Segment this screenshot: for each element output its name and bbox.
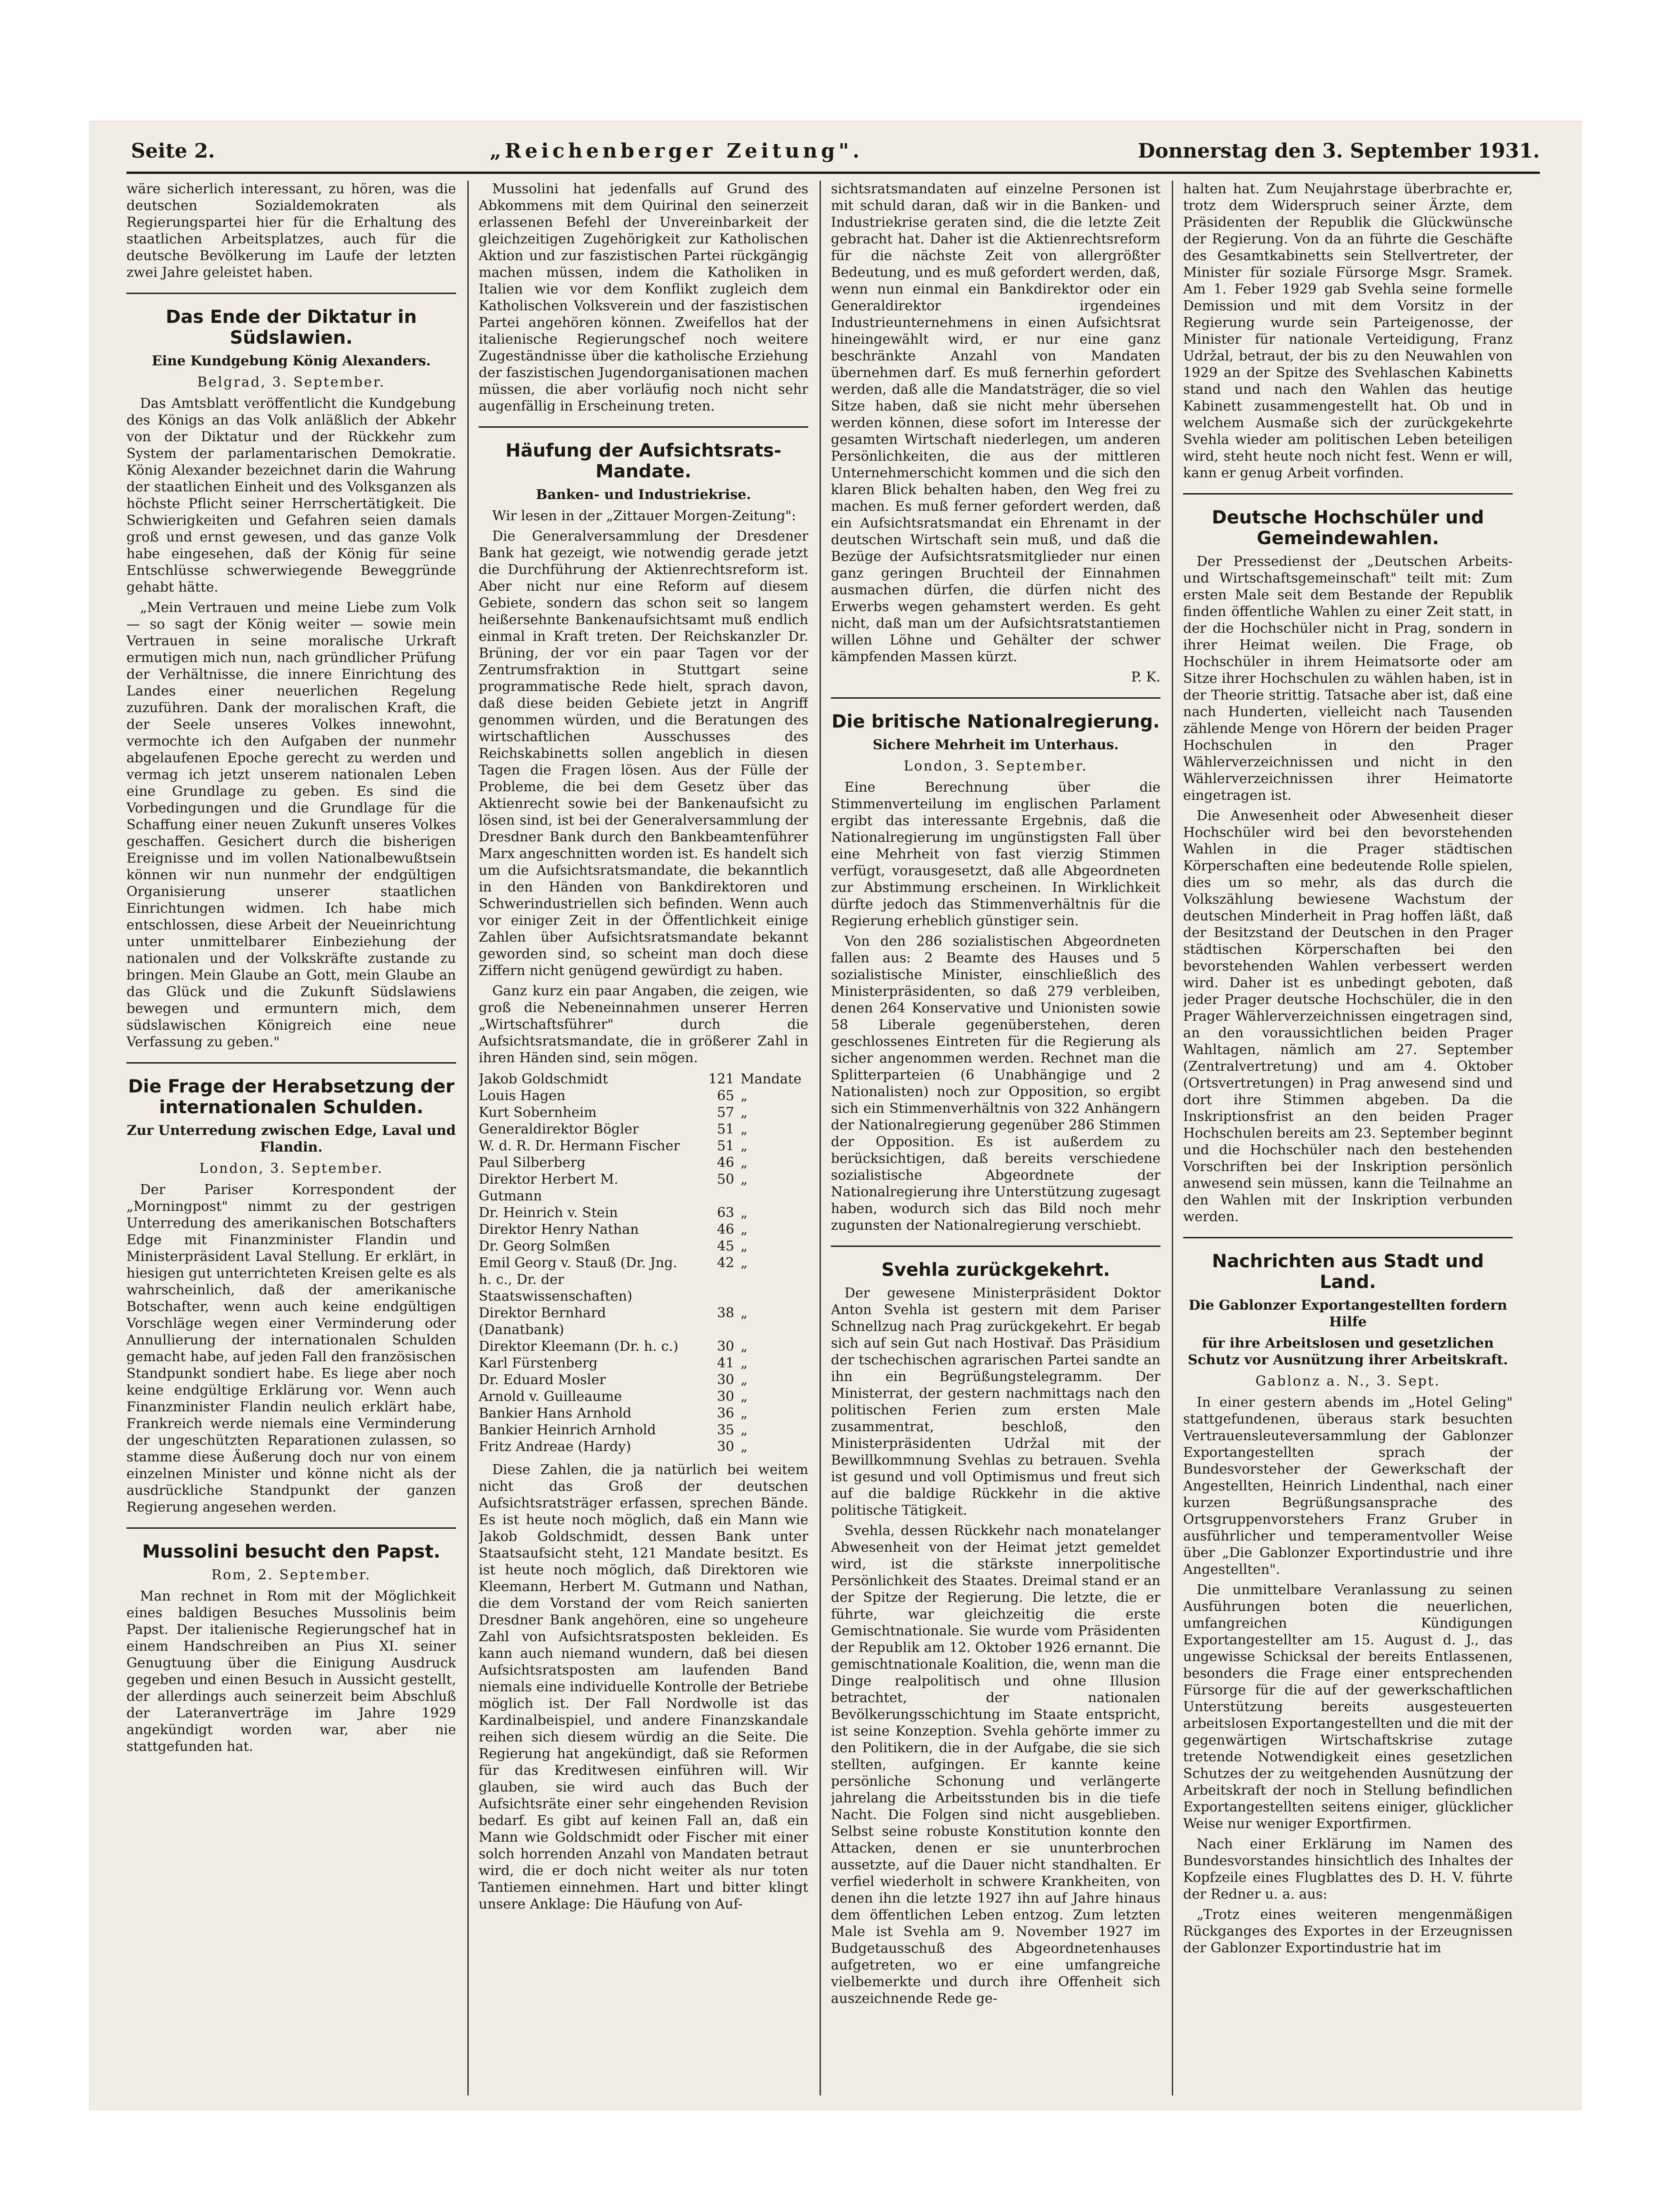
mandate-unit: „ [741, 1138, 748, 1154]
mandate-count: 30 [717, 1439, 734, 1455]
article-separator [479, 426, 808, 428]
page-number: Seite 2. [131, 140, 215, 163]
paragraph: Wir lesen in der „Zittauer Morgen-Zeitung": [492, 508, 796, 524]
column-divider [1172, 181, 1173, 2095]
article-title: Mussolini besucht den Papst. [142, 1541, 441, 1562]
mandate-row [479, 1104, 808, 1121]
mandate-unit: „ [741, 1088, 748, 1104]
mandate-holder-name: Fritz Andreae (Hardy) [479, 1439, 631, 1455]
mandate-row [479, 1238, 808, 1255]
mandate-row [479, 1422, 808, 1438]
newspaper-page [90, 122, 1580, 2109]
mandate-holder-name: W. d. R. Dr. Hermann Fischer [479, 1138, 680, 1154]
paragraph: Der Pariser Korrespondent der „Morningpost" nimmt zu der gestrigen Unterredung des amerikanischen Botschafters Edge mit Finanzminister Flandin und Ministerpräsident Laval Stellung. Er erklärt, in hiesigen gut unterrichteten Kreisen gelte es als wahrscheinlich, daß der amerikanische Botschafter, wenn auch keine endgültigen Vorschläge wegen einer Verminderung oder Annullierung der internationalen Schulden gemacht habe, auf jeden Fall den französischen Standpunkt sondiert habe. Es liege aber noch keine endgültige Erklärung vor. Wenn auch Finanzminister Flandin neulich erklärt habe, Frankreich werde niemals eine Verminderung der ungeschützten Reparationen zulassen, so stamme diese Äußerung doch nur von einem einzelnen Minister und könne nicht als der ausdrückliche Standpunkt der ganzen Regierung angesehen werden. [126, 1182, 456, 1515]
column-divider [820, 181, 821, 2095]
mandate-holder-name: Karl Fürstenberg [479, 1355, 598, 1371]
mandate-unit: „ [741, 1155, 748, 1171]
mandate-unit: „ [741, 1222, 748, 1237]
paragraph: Die Generalversammlung der Dresdener Bank hat gezeigt, wie notwendig gerade jetzt die Durchführung der Aktienrechtsreform ist. Aber nicht nur eine Reform auf diesem Gebiete, sondern das schon seit so langem heißersehnte Bankenaufsichtsamt muß endlich einmal in Kraft treten. Der Reichskanzler Dr. Brüning, der vor ein paar Tagen vor der Zentrumsfraktion in Stuttgart seine programmatische Rede hielt, sprach davon, daß diese beiden Gebiete jetzt in Angriff genommen würden, und die Beratungen des wirtschaftlichen Ausschusses des Reichskabinetts sollen angeblich in diesen Tagen die Fragen lösen. Aus der Fülle der Probleme, die bei dem Gesetz über das Aktienrecht sowie bei der Bankenaufsicht zu lösen sind, ist bei der Generalversammlung der Dresdner Bank durch den Bankbeamtenführer Marx angeschnitten worden ist. Es handelt sich um die Aufsichtsratsmandate, die bekanntlich in den Händen von Bankdirektoren und Schwerindustriellen sich befinden. Wenn auch vor einiger Zeit in der Öffentlichkeit einige Zahlen über Aufsichtsratsmandate bekannt geworden sind, so scheint man doch diese Ziffern nicht genügend gewürdigt zu haben. [479, 528, 808, 979]
paragraph: Man rechnet in Rom mit der Möglichkeit eines baldigen Besuches Mussolinis beim Papst. Der italienische Regierungschef hat in einem Handschreiben an Pius XI. seiner Genugtuung über die Einigung Ausdruck gegeben und einen Besuch in Aussicht gestellt, der allerdings auch seinerzeit beim Abschluß der Lateranverträge im Jahre 1929 angekündigt worden war, aber nie stattgefunden hat. [126, 1588, 456, 1755]
mandate-row [479, 1255, 808, 1305]
article-separator [831, 1246, 1161, 1247]
paragraph: Von den 286 sozialistischen Abgeordneten fallen aus: 2 Beamte des Hauses und 5 sozialistische Minister, einschließlich des Ministerpräsidenten, so daß 279 verbleiben, denen 264 Konservative und Unionisten sowie 58 Liberale gegenüberstehen, deren geschlossenes Eintreten für die Regierung als sicher angenommen werden. Rechnet man die Splitterparteien (6 Unabhängige und 2 Nationalisten) noch zur Opposition, so ergibt sich ein Stimmenverhältnis von 322 Anhängern der Nationalregierung gegenüber 286 Stimmen der Opposition. Es ist außerdem zu berücksichtigen, daß bereits verschiedene sozialistische Abgeordnete der Nationalregierung ihre Unterstützung zugesagt haben, wodurch sich das Bild noch mehr zugunsten der Nationalregierung verschiebt. [831, 933, 1161, 1233]
article-separator [126, 1527, 456, 1529]
paragraph: Der gewesene Ministerpräsident Doktor Anton Svehla ist gestern mit dem Pariser Schnellzug nach Prag zurückgekehrt. Er begab sich auf sein Gut nach Hostivař. Das Präsidium der tschechischen agrarischen Partei sandte an ihn ein Begrüßungstelegramm. Der Ministerrat, der gestern nachmittags nach den politischen Ferien zum ersten Male zusammentrat, beschloß, den Ministerpräsidenten Udržal mit der Bewillkommnung Svehlas zu betrauen. Svehla ist gesund und voll Optimismus und freut sich auf die baldige Rückkehr in die aktive politische Tätigkeit. [831, 1285, 1161, 1518]
mandate-holder-name: Generaldirektor Bögler [479, 1121, 639, 1137]
mandate-unit: „ [741, 1389, 748, 1405]
mandate-holder-name: Dr. Georg Solmßen [479, 1238, 610, 1254]
mandate-count: 63 [717, 1205, 734, 1221]
section-title: Nachrichten aus Stadt und Land. [1212, 1251, 1484, 1293]
mandate-row [479, 1388, 808, 1405]
paragraph: Nach einer Erklärung im Namen des Bundesvorstandes hinsichtlich des Inhaltes der Kopfzeile eines Flugblattes des D. H. V. führte der Redner u. a. aus: [1183, 1836, 1513, 1902]
mandate-count: 30 [717, 1372, 734, 1388]
mandate-holder-name: Direktor Bernhard (Danatbank) [479, 1305, 606, 1338]
continued-text: halten hat. Zum Neujahrstage überbrachte er, trotz dem Widerspruch seiner Ärzte, dem Präsidenten der Republik die Glückwünsche der Regierung. Von da an führte die Geschäfte des Gesamtkabinetts sein Stellvertreter, der Minister für soziale Fürsorge Msgr. Sramek. Am 1. Feber 1929 gab Svehla seine formelle Demission und mit dem Vorsitz in der Regierung wurde sein Parteigenosse, der Minister für nationale Verteidigung, Franz Udržal, betraut, der bis zu den Neuwahlen von 1929 an der Spitze des Svehlaschen Kabinetts stand und nach den Wahlen das heutige Kabinett zusammengestellt hat. Ob und in welchem Ausmaße sich der zurückgekehrte Svehla wieder am politischen Leben beteiligen wird, steht heute noch nicht fest. Wenn er will, kann er genug Arbeit vorfinden. [1183, 181, 1513, 481]
mandate-count: 57 [717, 1105, 734, 1120]
page-header [131, 131, 1540, 163]
mandate-list [479, 1071, 808, 1455]
mandate-unit: „ [741, 1105, 748, 1120]
mandate-row [479, 1087, 808, 1104]
mandate-holder-name: Louis Hagen [479, 1088, 566, 1104]
mandate-unit: „ [741, 1355, 748, 1371]
article-subtitle: Eine Kundgebung König Alexanders. [152, 353, 431, 369]
dateline: London, 3. September. [199, 1161, 383, 1176]
mandate-count: 41 [717, 1355, 734, 1371]
article-title: Deutsche Hochschüler und Gemeindewahlen. [1212, 507, 1484, 549]
dateline: Rom, 2. September. [211, 1567, 371, 1583]
mandate-unit: „ [741, 1255, 748, 1271]
mandate-unit: „ [741, 1205, 748, 1221]
article-subtitle-2: für ihre Arbeitslosen und gesetzlichen Schutz vor Ausnützung ihrer Arbeitskraft. [1188, 1335, 1508, 1368]
paragraph: „Trotz eines weiteren mengenmäßigen Rückganges des Exportes in der Erzeugnissen der Gablonzer Exportindustrie hat im [1183, 1907, 1513, 1956]
article-subtitle: Die Gablonzer Exportangestellten fordern Hilfe [1189, 1297, 1507, 1330]
mandate-holder-name: Paul Silberberg [479, 1155, 586, 1171]
mandate-holder-name: Bankier Hans Arnhold [479, 1405, 632, 1421]
paragraph: Diese Zahlen, die ja natürlich bei weitem nicht das Groß der deutschen Aufsichtsratsträger erfassen, sprechen Bände. Es ist heute noch möglich, daß ein Mann wie Jakob Goldschmidt, dessen Bank unter Staatsaufsicht steht, 121 Mandate besitzt. Es ist heute noch möglich, daß Direktoren wie Kleemann, Herbert M. Gutmann und Nathan, die dem Vorstand der vom Reich sanierten Dresdner Bank angehören, eine so ungeheure Zahl von Aufsichtsratsposten bekleiden. Es kann auch niemand wundern, daß bei diesen Aufsichtsratsposten am laufenden Band niemals eine individuelle Kontrolle der Betriebe möglich ist. Der Fall Nordwolle ist das Kardinalbeispiel, und andere Finanzskandale reihen sich diesem würdig an die Seite. Die Regierung hat angekündigt, daß sie Reformen für das Kreditwesen einführen will. Wir glauben, sie wird auch das Buch der Aufsichtsräte einer sehr eingehenden Revision bedarf. Es gibt auf keinen Fall an, daß ein Mann wie Goldschmidt oder Fischer mit einer solch horrenden Anzahl von Mandaten betraut wird, die er doch nicht weiter als nur toten Tantiemen einnehmen. Hart und bitter klingt unsere Anklage: Die Häufung von Auf- [479, 1462, 808, 1912]
dateline: Belgrad, 3. September. [197, 374, 386, 390]
article-subtitle: Banken- und Industriekrise. [536, 487, 751, 503]
header-rule [126, 172, 1540, 174]
article-subtitle: Zur Unterredung zwischen Edge, Laval und Flandin. [126, 1123, 456, 1155]
mandate-unit: „ [741, 1372, 748, 1388]
paragraph: Svehla, dessen Rückkehr nach monatelanger Abwesenheit von der Heimat jetzt gemeldet wird, ist die stärkste innerpolitische Persönlichkeit des Staates. Dreimal stand er an der Spitze der Regierung. Die letzte, die er führte, war gleichzeitig die erste Gemischtnationale. Sie wurde vom Präsidenten der Republik am 12. Oktober 1926 ernannt. Die gemischtnationale Koalition, die, wenn man die Dinge realpolitisch und ohne Illusion betrachtet, der nationalen Bevölkerungsschichtung im Staate entspricht, ist seine Konzeption. Svehla gehörte immer zu den Politikern, die in der Aufgabe, die sie sich stellten, aufgingen. Er kannte keine persönliche Schonung und verlängerte jahrelang die Arbeitsstunden bis in die tiefe Nacht. Die Folgen sind nicht ausgeblieben. Selbst seine robuste Konstitution konnte den Attacken, denen er sie ununterbrochen aussetzte, auf die Dauer nicht standhalten. Er verfiel wiederholt in schwere Krankheiten, von denen ihn die letzte 1927 ihn auf Jahre hinaus dem öffentlichen Leben entzog. Zum letzten Male ist Svehla am 9. November 1927 im Budgetausschuß des Abgeordnetenhauses aufgetreten, wo er eine umfangreiche vielbemerkte und durch ihre Offenheit sich auszeichnende Rede ge- [831, 1523, 1161, 2007]
mandate-row [479, 1071, 808, 1087]
mandate-unit: „ [741, 1238, 748, 1254]
article-separator [1183, 493, 1513, 495]
mandate-row [479, 1372, 808, 1388]
mandate-count: 45 [717, 1238, 734, 1254]
mandate-unit: „ [741, 1339, 748, 1354]
mandate-count: 51 [717, 1121, 734, 1137]
mandate-holder-name: Bankier Heinrich Arnhold [479, 1422, 656, 1438]
mandate-holder-name: Jakob Goldschmidt [479, 1071, 608, 1087]
column-1 [126, 181, 456, 2095]
mandate-unit: Mandate [741, 1071, 802, 1087]
mandate-row [479, 1405, 808, 1422]
mandate-count: 50 [717, 1171, 734, 1187]
mandate-count: 42 [717, 1255, 734, 1271]
mandate-holder-name: Kurt Sobernheim [479, 1105, 597, 1120]
dateline: Gablonz a. N., 3. Sept. [1255, 1373, 1440, 1389]
paragraph: Das Amtsblatt veröffentlicht die Kundgebung des Königs an das Volk anläßlich der Abkehr von der Diktatur und der Rückkehr zum System der parlamentarischen Demokratie. König Alexander bezeichnet darin die Wahrung der staatlichen Einheit und des Volksganzen als höchste Pflicht seiner Herrschertätigkeit. Die Schwierigkeiten und Gefahren seien damals groß und ernst gewesen, und das ganze Volk habe eingesehen, daß der König für seine Entschlüsse schwerwiegende Beweggründe gehabt hätte. [126, 396, 456, 595]
continued-text: wäre sicherlich interessant, zu hören, was die deutschen Sozialdemokraten als Regierungspartei hier für die Erhaltung des staatlichen Arbeitsplatzes, auch für die deutsche Bevölkerung im Laufe der letzten zwei Jahre geleistet haben. [126, 181, 456, 280]
mandate-count: 30 [717, 1389, 734, 1405]
mandate-count: 46 [717, 1222, 734, 1237]
mandate-count: 65 [717, 1088, 734, 1104]
mandate-unit: „ [741, 1121, 748, 1137]
mandate-row [479, 1355, 808, 1372]
mandate-row [479, 1138, 808, 1154]
continued-text: Mussolini hat jedenfalls auf Grund des Abkommens mit dem Quirinal den seinerzeit erlassenen Befehl der Unvereinbarkeit der gleichzeitigen Zugehörigkeit zur Katholischen Aktion und zur faszistischen Partei rückgängig machen müssen, indem die Katholiken in Italien wie vor dem Konflikt zugleich dem Katholischen Volksverein und der faszistischen Partei angehören können. Zweifellos hat der italienische Regierungschef noch weitere Zugeständnisse über die katholische Erziehung der faszistischen Jugendorganisationen machen müssen, die aber vorläufig noch nicht sehr augenfällig in Erscheinung treten. [479, 181, 808, 414]
mandate-row [479, 1338, 808, 1355]
mandate-row [479, 1221, 808, 1238]
paragraph: Die unmittelbare Veranlassung zu seinen Ausführungen boten die neuerlichen, umfangreichen Kündigungen Exportangestellter am 15. August d. J., das ungewisse Schicksal der bereits Entlassenen, besonders die Frage einer entsprechenden Fürsorge für die auf der gewerkschaftlichen Unterstützung bereits ausgesteuerten arbeitslosen Exportangestellten und die mit der gegenwärtigen Wirtschaftskrise zutage tretende Notwendigkeit eines gesetzlichen Schutzes der zu weitgehenden Ausnützung der Arbeitskraft der noch in Stellung befindlichen Exportangestellten seitens einiger, glücklicher Weise nur weniger Exportfirmen. [1183, 1582, 1513, 1832]
mandate-row [479, 1154, 808, 1171]
paragraph: Die Anwesenheit oder Abwesenheit dieser Hochschüler wird bei den bevorstehenden Wahlen in die Prager städtischen Körperschaften eine bedeutende Rolle spielen, dies um so mehr, als das durch die Volkszählung bewiesene Wachstum der deutschen Minderheit in Prag hoffen läßt, daß der Besitzstand der Deutschen in den Prager städtischen Körperschaften bei den bevorstehenden Wahlen verbessert werden wird. Daher ist es unbedingt geboten, daß jeder Prager deutsche Hochschüler, die in den Prager Wählerverzeichnissen eingetragen sind, an den voraussichtlichen beiden Prager Wahltagen, nämlich am 27. September (Zentralvertretung) und am 4. Oktober (Ortsvertretungen) in Prag anwesend sind und dort ihre Stimmen abgeben. Da die Inskriptionsfrist an den beiden Prager Hochschulen bereits am 23. September beginnt und die Hochschüler nach den bestehenden Vorschriften bei der Inskription persönlich anwesend sein müssen, kann die Teilnahme an den Wahlen mit der Inskription verbunden werden. [1183, 808, 1513, 1225]
article-title: Die Frage der Herabsetzung der internationalen Schulden. [128, 1076, 455, 1118]
mandate-unit: „ [741, 1405, 748, 1421]
paragraph: Ganz kurz ein paar Angaben, die zeigen, wie groß die Nebeneinnahmen unserer Herren „Wirtschaftsführer" durch die Aufsichtsratsmandate, die in größerer Zahl in ihren Händen sind, sein mögen. [479, 983, 808, 1066]
article-title: Svehla zurückgekehrt. [881, 1260, 1110, 1280]
mandate-count: 46 [717, 1155, 734, 1171]
mandate-count: 121 [708, 1071, 734, 1087]
continued-text: sichtsratsmandaten auf einzelne Personen ist mit schuld daran, daß wir in die Banken- und Industriekrise geraten sind, die die letzte Zeit gebracht hat. Daher ist die Aktienrechtsreform für die nächste Zeit von allergrößter Bedeutung, und es muß gefordert werden, daß, wenn nun einmal ein Bankdirektor oder ein Generaldirektor irgendeines Industrieunternehmens in einen Aufsichtsrat hineingewählt wird, er nur eine ganz beschränkte Anzahl von Mandaten übernehmen darf. Es muß fernerhin gefordert werden, daß alle die Mandatsträger, die so viel Sitze haben, daß sie nicht mehr übersehen werden können, diese sofort im Interesse der gesamten Wirtschaft niederlegen, um anderen Persönlichkeiten, die aus der mittleren Unternehmerschicht kommen und die sich den klaren Blick behalten haben, den Weg frei zu machen. Es muß ferner gefordert werden, daß ein Aufsichtsratsmandat ein Ehrenamt in der deutschen Wirtschaft sein muß, und daß die Bezüge der Aufsichtsratsmitglieder nur einen ganz geringen Bruchteil der Einnahmen ausmachen dürfen, die dürfen nicht des Erwerbs wegen gehamstert werden. Es geht nicht, daß man um der Aufsichtsratstantiemen willen Löhne und Gehälter der schwer kämpfenden Massen kürzt. [831, 181, 1161, 665]
article-title: Häufung der Aufsichtsrats-Mandate. [505, 440, 782, 482]
paragraph: In einer gestern abends im „Hotel Geling" stattgefundenen, überaus stark besuchten Vertrauensleuteversammlung der Gablonzer Exportangestellten sprach der Bundesvorsteher der Gewerkschaft der Angestellten, Heinrich Lindenthal, nach einer kurzen Begrüßungsansprache des Ortsgruppenvorstehers Franz Gruber in ausführlicher und temperamentvoller Weise über „Die Gablonzer Exportindustrie und ihre Angestellten". [1183, 1395, 1513, 1577]
mandate-unit: „ [741, 1439, 748, 1455]
paragraph: „Mein Vertrauen und meine Liebe zum Volk — so sagt der König weiter — sowie mein Vertrauen in seine moralische Urkraft ermutigen mich nun, nach gründlicher Prüfung der Verhältnisse, die innere Einrichtung des Landes einer neuerlichen Regelung zuzuführen. Dank der moralischen Kraft, die der Seele unseres Volkes innewohnt, vermochte ich den Aufgaben der nunmehr abgelaufenen Epoche gerecht zu werden und vermag ich jetzt unserem nationalen Leben eine Grundlage zu geben. Es sind die Vorbedingungen und die Grundlage für die Schaffung einer neuen Zukunft unseres Volkes geschaffen. Gesichert durch die bisherigen Ereignisse und im vollen Nationalbewußtsein können wir nun nunmehr der endgültigen Organisierung unserer staatlichen Einrichtungen widmen. Ich habe mich entschlossen, diese Arbeit der Neueinrichtung unter unmittelbarer Einbeziehung der nationalen und der Volkskräfte zustande zu bringen. Mein Glaube an Gott, mein Glaube an das Glück und die Zukunft Südslawiens bewegen und ermuntern mich, dem südslawischen Königreich eine neue Verfassung zu geben." [126, 600, 456, 1050]
article-title: Das Ende der Diktatur in Südslawien. [166, 307, 417, 348]
mandate-unit: „ [741, 1305, 748, 1321]
article-separator [1183, 1237, 1513, 1238]
column-divider [467, 181, 469, 2095]
mandate-unit: „ [741, 1422, 748, 1438]
mandate-count: 30 [717, 1339, 734, 1354]
column-2 [479, 181, 808, 2095]
mandate-holder-name: Dr. Eduard Mosler [479, 1372, 606, 1388]
mandate-unit: „ [741, 1171, 748, 1187]
mandate-row [479, 1305, 808, 1338]
issue-date: Donnerstag den 3. September 1931. [1137, 140, 1540, 163]
newspaper-title: „Reichenberger Zeitung". [489, 140, 863, 163]
column-3 [831, 181, 1161, 2095]
mandate-row [479, 1204, 808, 1221]
mandate-holder-name: Dr. Heinrich v. Stein [479, 1205, 618, 1221]
mandate-holder-name: Arnold v. Guilleaume [479, 1389, 622, 1405]
mandate-row [479, 1121, 808, 1138]
mandate-holder-name: Direktor Kleemann (Dr. h. c.) [479, 1339, 679, 1354]
dateline: London, 3. September. [904, 758, 1088, 774]
mandate-holder-name: Emil Georg v. Stauß (Dr. Jng. h. c., Dr. der Staatswissenschaften) [479, 1255, 677, 1304]
mandate-holder-name: Direktor Herbert M. Gutmann [479, 1171, 619, 1204]
mandate-row [479, 1438, 808, 1455]
mandate-holder-name: Direktor Henry Nathan [479, 1222, 639, 1237]
article-subtitle: Sichere Mehrheit im Unterhaus. [872, 737, 1119, 753]
mandate-count: 36 [717, 1405, 734, 1421]
mandate-count: 35 [717, 1422, 734, 1438]
mandate-count: 51 [717, 1138, 734, 1154]
article-title: Die britische Nationalregierung. [831, 711, 1160, 732]
mandate-count: 38 [717, 1305, 734, 1321]
paragraph: Eine Berechnung über die Stimmenverteilung im englischen Parlament ergibt das interessante Ergebnis, daß die Nationalregierung im ungünstigsten Fall über eine Mehrheit von fast vierzig Stimmen verfügt, vorausgesetzt, daß alle Abgeordneten zur Abstimmung erscheinen. In Wirklichkeit dürfte jedoch das Stimmenverhältnis für die Regierung erheblich günstiger sein. [831, 779, 1161, 929]
paragraph: Der Pressedienst der „Deutschen Arbeits- und Wirtschaftsgemeinschaft" teilt mit: Zum ersten Male seit dem Bestande der Republik finden öffentliche Wahlen zu einer Zeit statt, in der die Hochschüler nicht in Prag, sondern in ihrer Heimat weilen. Die Frage, ob Hochschüler in ihrem Heimatsorte oder am Sitze ihrer Hochschulen zu wählen haben, ist in der Theorie strittig. Tatsache aber ist, daß eine nach Hunderten, vielleicht nach Tausenden zählende Menge von Hörern der beiden Prager Hochschulen in den Prager Wählerverzeichnissen und nicht in den Wählerverzeichnissen ihrer Heimatorte eingetragen ist. [1183, 554, 1513, 803]
column-4 [1183, 181, 1513, 2095]
mandate-row [479, 1171, 808, 1204]
author-signature: P. K. [1131, 669, 1161, 685]
article-separator [831, 697, 1161, 699]
article-separator [126, 293, 456, 294]
article-separator [126, 1062, 456, 1064]
